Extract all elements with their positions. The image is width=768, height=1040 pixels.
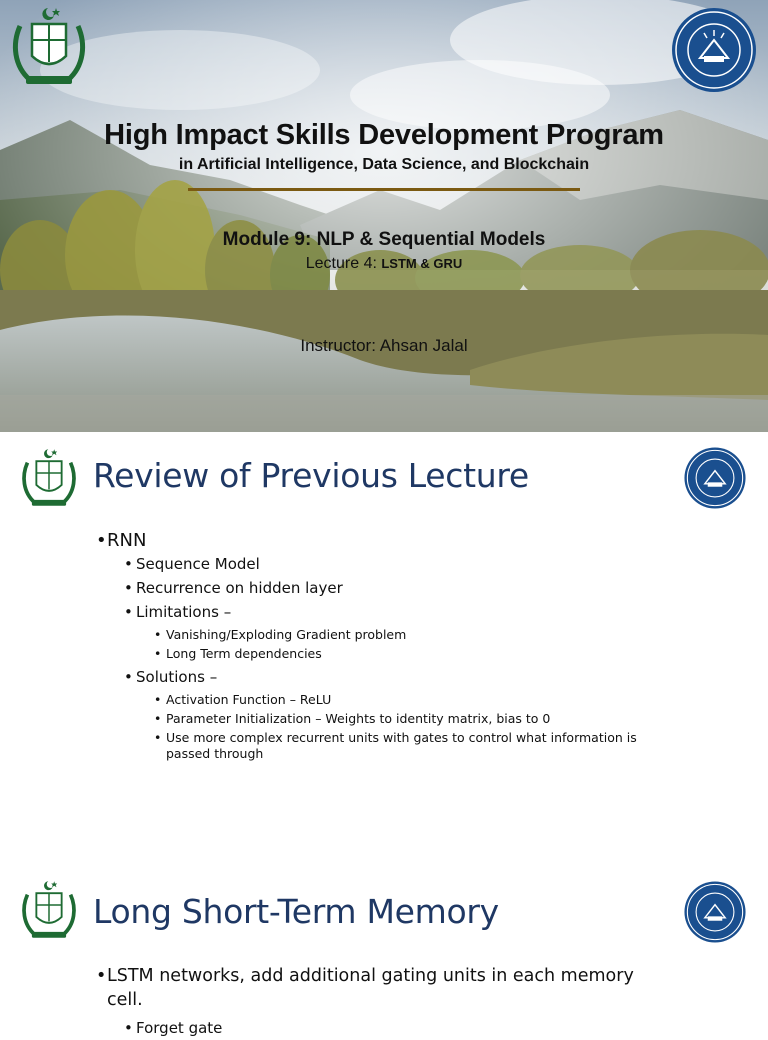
university-seal-icon [683,880,747,944]
bullet-activation: • Activation Function – ReLU [154,692,332,707]
lecture-line [0,255,768,273]
bullet-gates: • Use more complex recurrent units with gates to control what information is passed through [154,730,637,761]
bullet-recurrence: • Recurrence on hidden layer [124,579,343,597]
lstm-slide [0,864,768,1037]
bullet-lstm-networks: • LSTM networks, add additional gating units in each memory cell. [96,966,634,1010]
government-of-pakistan-emblem-icon [20,446,78,512]
title-divider [188,188,580,191]
title-slide [0,0,768,432]
bullet-list [96,964,656,1040]
bullet-rnn: • RNN [96,530,147,551]
bullet-parameter-init: • Parameter Initialization – Weights to identity matrix, bias to 0 [154,711,551,726]
module-title: Module 9: NLP & Sequential Models [222,229,546,250]
government-of-pakistan-emblem-icon [10,4,88,92]
lecture-prefix: Lecture 4: [305,255,377,272]
bullet-solutions: • Solutions – [124,668,218,686]
program-subtitle: in Artificial Intelligence, Data Science, and Blockchain [178,156,590,173]
bullet-vanishing-gradient: • Vanishing/Exploding Gradient problem [154,627,407,642]
bullet-long-term: • Long Term dependencies [154,646,322,661]
program-title: High Impact Skills Development Program [104,119,664,151]
bullet-limitations: • Limitations – [124,603,232,621]
instructor-name: Instructor: Ahsan Jalal [300,336,468,355]
bullet-forget-gate: • Forget gate [124,1019,223,1037]
slide-title: Long Short-Term Memory [93,892,499,931]
university-seal-icon [683,446,747,510]
university-seal-icon [670,6,758,94]
review-slide [0,432,768,864]
slide-title: Review of Previous Lecture [93,456,529,495]
landscape-background [0,0,768,432]
government-of-pakistan-emblem-icon [20,878,78,944]
lecture-topic: LSTM & GRU [381,256,463,271]
bullet-list [96,530,656,765]
bullet-sequence-model: • Sequence Model [124,555,260,573]
